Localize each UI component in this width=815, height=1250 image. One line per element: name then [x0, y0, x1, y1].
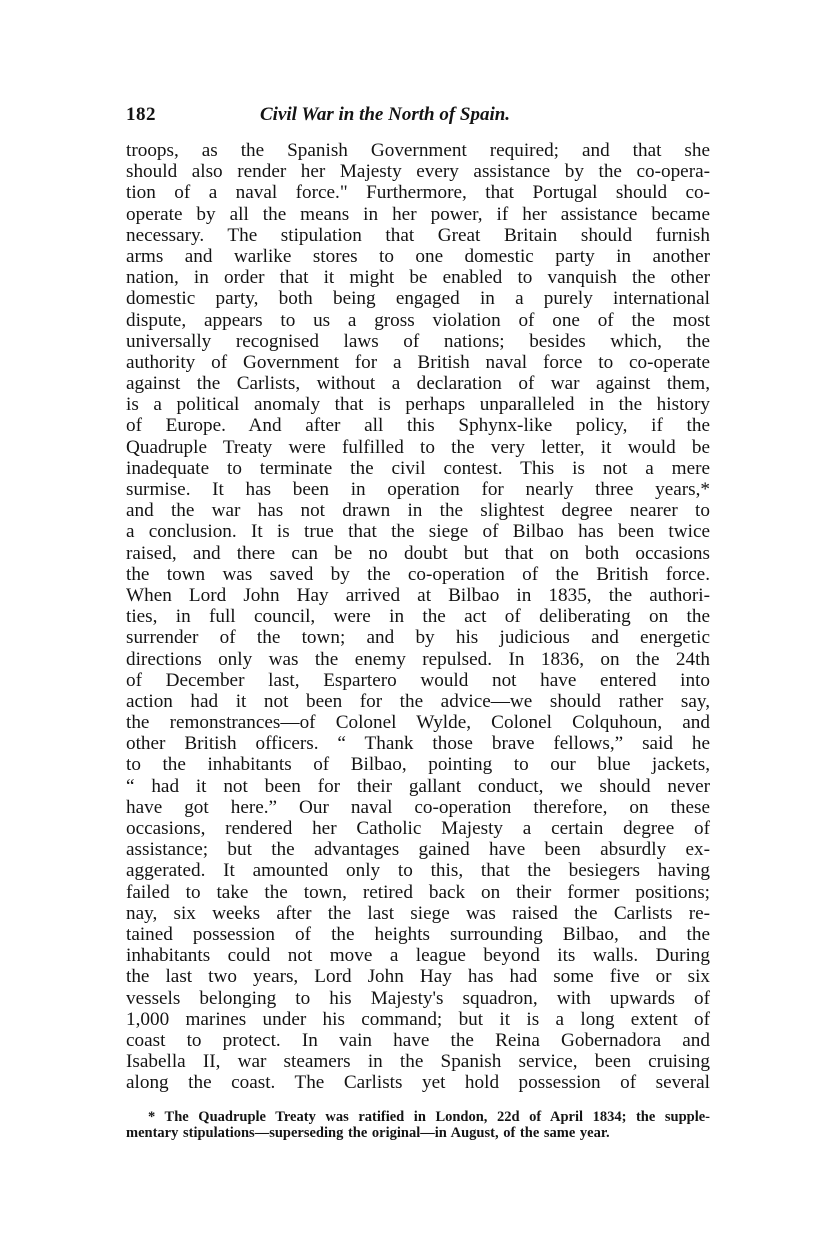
page-number: 182	[126, 104, 156, 125]
running-title: Civil War in the North of Spain.	[260, 104, 511, 125]
text-line: nay, six weeks after the last siege was raised the Carlists re-	[126, 902, 710, 924]
text-line: failed to take the town, retired back on their former positions;	[126, 881, 710, 903]
footnote	[126, 1109, 710, 1141]
footnote-line: mentary stipulations—superseding the original—in August, of the same year.	[126, 1125, 610, 1142]
text-line: a conclusion. It is true that the siege of Bilbao has been twice	[126, 521, 710, 543]
text-line: of Europe. And after all this Sphynx-like policy, if the	[126, 415, 710, 437]
text-line: the remonstrances—of Colonel Wylde, Colonel Colquhoun, and	[126, 712, 710, 734]
text-line: universally recognised laws of nations; besides which, the	[126, 330, 710, 352]
text-line: “ had it not been for their gallant conduct, we should never	[126, 775, 710, 797]
text-line: troops, as the Spanish Government required; and that she	[126, 140, 710, 161]
text-line: inadequate to terminate the civil contest. This is not a mere	[126, 457, 710, 479]
text-line: ties, in full council, were in the act of deliberating on the	[126, 606, 710, 628]
text-line: and the war has not drawn in the slightest degree nearer to	[126, 500, 710, 522]
text-line: dispute, appears to us a gross violation of one of the most	[126, 309, 710, 331]
text-line: When Lord John Hay arrived at Bilbao in 1835, the authori-	[126, 584, 710, 606]
text-line: nation, in order that it might be enabled to vanquish the other	[126, 267, 710, 289]
running-head	[126, 104, 710, 132]
text-line: Quadruple Treaty were fulfilled to the very letter, it would be	[126, 436, 710, 458]
text-line: arms and warlike stores to one domestic party in another	[126, 245, 710, 267]
text-line: tion of a naval force." Furthermore, that Portugal should co-	[126, 182, 710, 204]
text-line: action had it not been for the advice—we should rather say,	[126, 690, 710, 712]
text-line: raised, and there can be no doubt but that on both occasions	[126, 542, 710, 564]
text-line: the last two years, Lord John Hay has had some five or six	[126, 966, 710, 988]
text-line: to the inhabitants of Bilbao, pointing to our blue jackets,	[126, 754, 710, 776]
text-line: coast to protect. In vain have the Reina Gobernadora and	[126, 1029, 710, 1051]
text-line: 1,000 marines under his command; but it is a long extent of	[126, 1008, 710, 1030]
book-page	[126, 104, 710, 1141]
text-line: other British officers. “ Thank those brave fellows,” said he	[126, 733, 710, 755]
text-line: Isabella II, war steamers in the Spanish service, been cruising	[126, 1051, 710, 1073]
text-line: authority of Government for a British naval force to co-operate	[126, 351, 710, 373]
body-text	[126, 140, 710, 1093]
text-line: tained possession of the heights surrounding Bilbao, and the	[126, 923, 710, 945]
text-line: occasions, rendered her Catholic Majesty a certain degree of	[126, 818, 710, 839]
text-line: necessary. The stipulation that Great Britain should furnish	[126, 224, 710, 246]
text-line: surrender of the town; and by his judicious and energetic	[126, 627, 710, 649]
text-line: operate by all the means in her power, if her assistance became	[126, 203, 710, 225]
text-line: surmise. It has been in operation for nearly three years,*	[126, 479, 710, 500]
text-line: along the coast. The Carlists yet hold possession of several	[126, 1072, 710, 1094]
text-line: domestic party, both being engaged in a purely international	[126, 288, 710, 310]
text-line: against the Carlists, without a declaration of war against them,	[126, 373, 710, 395]
text-line: aggerated. It amounted only to this, that the besiegers having	[126, 860, 710, 882]
text-line: have got here.” Our naval co-operation therefore, on these	[126, 796, 710, 818]
text-line: inhabitants could not move a league beyond its walls. During	[126, 945, 710, 967]
text-line: is a political anomaly that is perhaps unparalleled in the history	[126, 394, 710, 416]
text-line: of December last, Espartero would not have entered into	[126, 669, 710, 691]
footnote-line: * The Quadruple Treaty was ratified in London, 22d of April 1834; the supple-	[148, 1109, 710, 1126]
text-line: assistance; but the advantages gained have been absurdly ex-	[126, 839, 710, 861]
text-line: vessels belonging to his Majesty's squadron, with upwards of	[126, 987, 710, 1009]
text-line: should also render her Majesty every assistance by the co-opera-	[126, 161, 710, 183]
text-line: directions only was the enemy repulsed. In 1836, on the 24th	[126, 648, 710, 670]
text-line: the town was saved by the co-operation of the British force.	[126, 563, 710, 585]
